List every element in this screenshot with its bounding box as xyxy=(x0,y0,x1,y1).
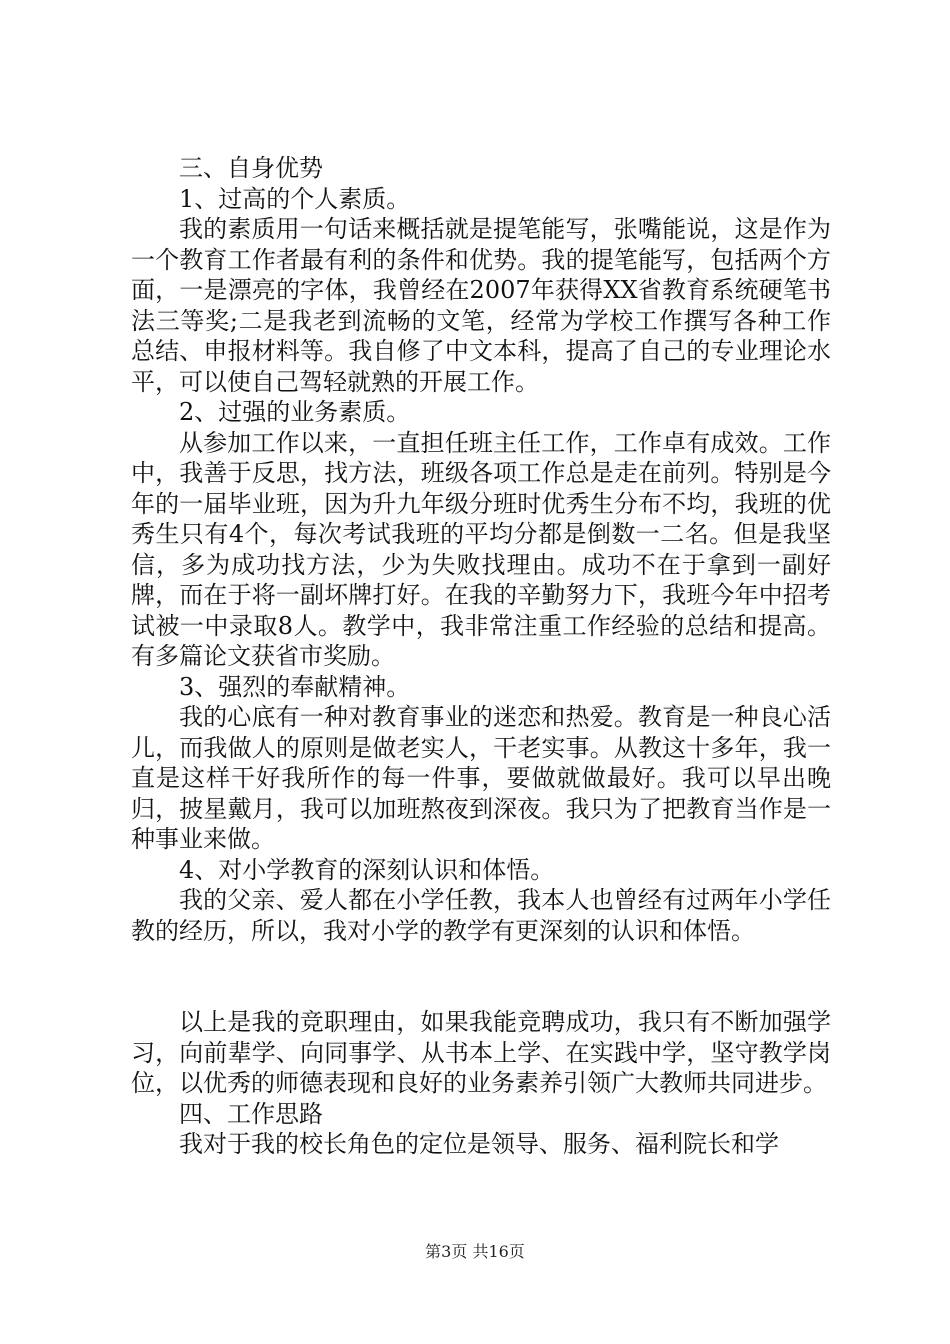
subheading-professional-quality: 2、过强的业务素质。 xyxy=(179,398,411,426)
subheading-personal-quality: 1、过高的个人素质。 xyxy=(179,184,411,213)
paragraph-personal-quality: 我的素质用一句话来概括就是提笔能写，张嘴能说，这是作为一个教育工作者最有利的条件和优势。我的提笔能写，包括两个方面，一是漂亮的字体，我曾经在2007年获得XX省教育系统硬笔书法三等奖;二是我老到流畅的文笔，经常为学校工作撰写各种工作总结、申报材料等。我自修了中文本科，提高了自己的专业理论水平，可以使自己驾轻就熟的开展工作。 xyxy=(131,215,831,396)
section-heading-strengths: 三、自身优势 xyxy=(179,154,323,182)
paragraph-spacer xyxy=(131,946,831,1007)
document-body xyxy=(131,153,831,1160)
paragraph-dedication: 我的心底有一种对教育事业的迷恋和热爱。教育是一种良心活儿，而我做人的原则是做老实人，干老实事。从教这十多年，我一直是这样干好我所作的每一件事，要做就做最好。我可以早出晚归，披星戴月，我可以加班熬夜到深夜。我只为了把教育当作是一种事业来做。 xyxy=(131,703,831,853)
paragraph-work-plan: 我对于我的校长角色的定位是领导、服务、福利院长和学 xyxy=(179,1130,779,1158)
paragraph-professional-quality: 从参加工作以来，一直担任班主任工作，工作卓有成效。工作中，我善于反思，找方法，班级各项工作总是走在前列。特别是今年的一届毕业班，因为升九年级分班时优秀生分布不均，我班的优秀生只有4个，每次考试我班的平均分都是倒数一二名。但是我坚信，多为成功找方法，少为失败找理由。成功不在于拿到一副好牌，而在于将一副坏牌打好。在我的辛勤努力下，我班今年中招考试被一中录取8人。教学中，我非常注重工作经验的总结和提高。有多篇论文获省市奖励。 xyxy=(131,428,831,670)
paragraph-primary-education: 我的父亲、爱人都在小学任教，我本人也曾经有过两年小学任教的经历，所以，我对小学的教学有更深刻的认识和体悟。 xyxy=(131,886,831,945)
section-heading-work-plan: 四、工作思路 xyxy=(179,1099,323,1128)
paragraph-conclusion: 以上是我的竞职理由，如果我能竞聘成功，我只有不断加强学习，向前辈学、向同事学、从书本上学、在实践中学，坚守教学岗位，以优秀的师德表现和良好的业务素养引领广大教师共同进步。 xyxy=(131,1008,831,1097)
page-footer: 第3页 共16页 xyxy=(425,1242,525,1261)
subheading-primary-education: 4、对小学教育的深刻认识和体悟。 xyxy=(179,855,555,884)
subheading-dedication: 3、强烈的奉献精神。 xyxy=(179,672,411,701)
